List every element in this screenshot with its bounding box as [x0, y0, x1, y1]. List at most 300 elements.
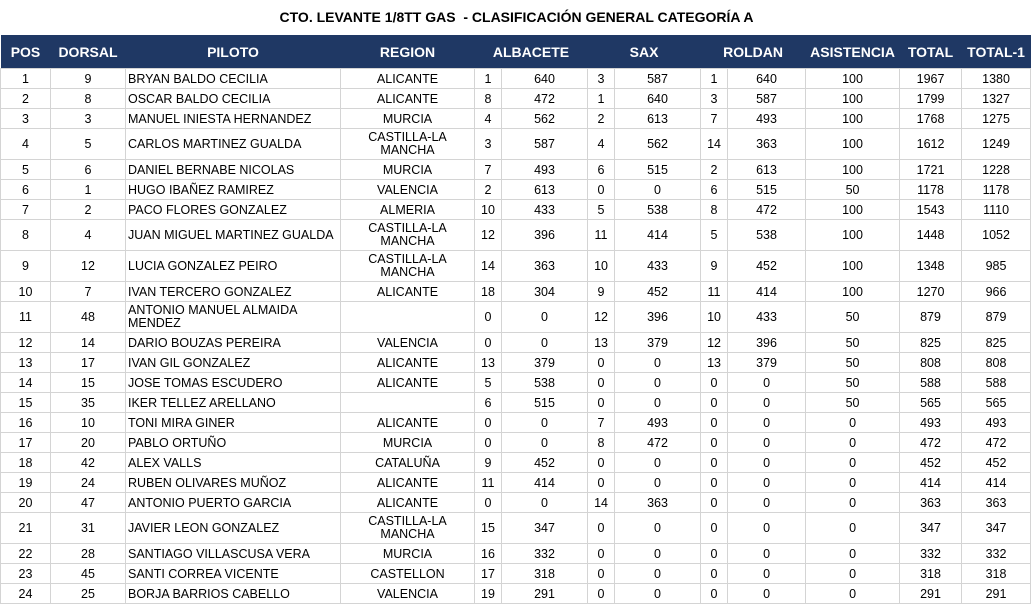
cell-asistencia: 100	[806, 282, 900, 302]
cell-asistencia: 100	[806, 89, 900, 109]
cell-asistencia: 0	[806, 473, 900, 493]
cell-sax-pos: 12	[588, 302, 615, 333]
cell-sax-pts: 363	[615, 493, 701, 513]
cell-total-1: 565	[962, 393, 1031, 413]
cell-region: CATALUÑA	[341, 453, 475, 473]
cell-total-1: 966	[962, 282, 1031, 302]
cell-piloto: SANTIAGO VILLASCUSA VERA	[126, 544, 341, 564]
cell-albacete-pos: 3	[475, 129, 502, 160]
cell-dorsal: 1	[51, 180, 126, 200]
cell-pos: 18	[1, 453, 51, 473]
cell-sax-pos: 0	[588, 513, 615, 544]
cell-roldan-pts: 493	[728, 109, 806, 129]
cell-pos: 22	[1, 544, 51, 564]
cell-total-1: 472	[962, 433, 1031, 453]
cell-roldan-pos: 0	[701, 584, 728, 604]
cell-albacete-pos: 0	[475, 413, 502, 433]
cell-roldan-pos: 0	[701, 373, 728, 393]
cell-piloto: DANIEL BERNABE NICOLAS	[126, 160, 341, 180]
table-row	[1, 473, 1031, 493]
cell-region: ALICANTE	[341, 89, 475, 109]
cell-roldan-pts: 538	[728, 220, 806, 251]
cell-sax-pts: 0	[615, 180, 701, 200]
cell-sax-pts: 613	[615, 109, 701, 129]
cell-piloto: IKER TELLEZ ARELLANO	[126, 393, 341, 413]
table-row	[1, 109, 1031, 129]
cell-roldan-pts: 452	[728, 251, 806, 282]
cell-region: CASTELLON	[341, 564, 475, 584]
cell-roldan-pts: 396	[728, 333, 806, 353]
cell-albacete-pts: 433	[502, 200, 588, 220]
cell-albacete-pos: 11	[475, 473, 502, 493]
cell-total-1: 1178	[962, 180, 1031, 200]
cell-piloto: TONI MIRA GINER	[126, 413, 341, 433]
table-row	[1, 513, 1031, 544]
cell-albacete-pts: 379	[502, 353, 588, 373]
cell-sax-pos: 0	[588, 564, 615, 584]
cell-total-1: 1327	[962, 89, 1031, 109]
cell-asistencia: 100	[806, 251, 900, 282]
cell-sax-pts: 538	[615, 200, 701, 220]
cell-sax-pos: 0	[588, 353, 615, 373]
cell-sax-pos: 5	[588, 200, 615, 220]
cell-total-1: 363	[962, 493, 1031, 513]
cell-region: ALICANTE	[341, 69, 475, 89]
cell-roldan-pos: 0	[701, 493, 728, 513]
cell-albacete-pos: 0	[475, 333, 502, 353]
cell-dorsal: 3	[51, 109, 126, 129]
cell-roldan-pos: 8	[701, 200, 728, 220]
cell-albacete-pts: 587	[502, 129, 588, 160]
cell-roldan-pos: 0	[701, 513, 728, 544]
cell-pos: 3	[1, 109, 51, 129]
cell-total-1: 452	[962, 453, 1031, 473]
cell-albacete-pts: 291	[502, 584, 588, 604]
cell-sax-pos: 6	[588, 160, 615, 180]
cell-pos: 5	[1, 160, 51, 180]
cell-sax-pos: 7	[588, 413, 615, 433]
cell-albacete-pts: 452	[502, 453, 588, 473]
cell-sax-pos: 11	[588, 220, 615, 251]
cell-roldan-pos: 14	[701, 129, 728, 160]
cell-region	[341, 302, 475, 333]
cell-dorsal: 12	[51, 251, 126, 282]
cell-region: MURCIA	[341, 544, 475, 564]
cell-region: ALICANTE	[341, 373, 475, 393]
cell-albacete-pts: 304	[502, 282, 588, 302]
cell-roldan-pts: 0	[728, 513, 806, 544]
cell-total-1: 1275	[962, 109, 1031, 129]
cell-piloto: RUBEN OLIVARES MUÑOZ	[126, 473, 341, 493]
cell-piloto: ANTONIO MANUEL ALMAIDA MENDEZ	[126, 302, 341, 333]
cell-sax-pts: 472	[615, 433, 701, 453]
cell-total-1: 588	[962, 373, 1031, 393]
cell-roldan-pts: 0	[728, 544, 806, 564]
cell-piloto: PACO FLORES GONZALEZ	[126, 200, 341, 220]
cell-total-1: 1249	[962, 129, 1031, 160]
cell-dorsal: 4	[51, 220, 126, 251]
cell-piloto: IVAN GIL GONZALEZ	[126, 353, 341, 373]
cell-piloto: ANTONIO PUERTO GARCIA	[126, 493, 341, 513]
cell-albacete-pos: 7	[475, 160, 502, 180]
cell-albacete-pts: 472	[502, 89, 588, 109]
cell-total: 472	[900, 433, 962, 453]
cell-asistencia: 50	[806, 373, 900, 393]
cell-roldan-pts: 0	[728, 433, 806, 453]
cell-dorsal: 10	[51, 413, 126, 433]
cell-roldan-pts: 0	[728, 373, 806, 393]
table-row	[1, 180, 1031, 200]
cell-dorsal: 25	[51, 584, 126, 604]
cell-total-1: 291	[962, 584, 1031, 604]
cell-sax-pos: 1	[588, 89, 615, 109]
cell-region: ALICANTE	[341, 473, 475, 493]
cell-asistencia: 50	[806, 333, 900, 353]
cell-albacete-pos: 5	[475, 373, 502, 393]
cell-total-1: 347	[962, 513, 1031, 544]
cell-dorsal: 47	[51, 493, 126, 513]
cell-total: 1967	[900, 69, 962, 89]
cell-sax-pts: 0	[615, 473, 701, 493]
table-row	[1, 584, 1031, 604]
cell-albacete-pos: 14	[475, 251, 502, 282]
cell-region: CASTILLA-LA MANCHA	[341, 251, 475, 282]
cell-roldan-pos: 9	[701, 251, 728, 282]
cell-pos: 9	[1, 251, 51, 282]
cell-asistencia: 0	[806, 453, 900, 473]
cell-albacete-pos: 6	[475, 393, 502, 413]
cell-sax-pts: 562	[615, 129, 701, 160]
cell-roldan-pts: 515	[728, 180, 806, 200]
table-row	[1, 413, 1031, 433]
cell-total-1: 879	[962, 302, 1031, 333]
cell-sax-pts: 414	[615, 220, 701, 251]
cell-sax-pos: 0	[588, 373, 615, 393]
cell-asistencia: 100	[806, 200, 900, 220]
cell-piloto: DARIO BOUZAS PEREIRA	[126, 333, 341, 353]
cell-total: 565	[900, 393, 962, 413]
table-row	[1, 200, 1031, 220]
cell-dorsal: 15	[51, 373, 126, 393]
cell-asistencia: 0	[806, 433, 900, 453]
cell-albacete-pts: 0	[502, 493, 588, 513]
header-region: REGION	[341, 35, 475, 69]
cell-total: 588	[900, 373, 962, 393]
header-roldan: ROLDAN	[701, 35, 806, 69]
cell-roldan-pts: 0	[728, 493, 806, 513]
cell-total-1: 1110	[962, 200, 1031, 220]
cell-albacete-pos: 12	[475, 220, 502, 251]
cell-total: 1448	[900, 220, 962, 251]
cell-dorsal: 31	[51, 513, 126, 544]
cell-total: 291	[900, 584, 962, 604]
cell-region: VALENCIA	[341, 584, 475, 604]
cell-region: CASTILLA-LA MANCHA	[341, 129, 475, 160]
cell-sax-pos: 0	[588, 584, 615, 604]
cell-asistencia: 100	[806, 69, 900, 89]
cell-albacete-pos: 15	[475, 513, 502, 544]
table-row	[1, 302, 1031, 333]
cell-total: 808	[900, 353, 962, 373]
cell-dorsal: 7	[51, 282, 126, 302]
cell-sax-pos: 0	[588, 393, 615, 413]
cell-total: 825	[900, 333, 962, 353]
cell-region: ALMERIA	[341, 200, 475, 220]
cell-pos: 13	[1, 353, 51, 373]
cell-roldan-pts: 0	[728, 564, 806, 584]
cell-pos: 17	[1, 433, 51, 453]
cell-roldan-pos: 13	[701, 353, 728, 373]
cell-dorsal: 17	[51, 353, 126, 373]
cell-pos: 1	[1, 69, 51, 89]
table-row	[1, 393, 1031, 413]
cell-roldan-pts: 414	[728, 282, 806, 302]
page-title: CTO. LEVANTE 1/8TT GAS - CLASIFICACIÓN GENERAL CATEGORÍA A	[279, 9, 754, 25]
cell-roldan-pos: 12	[701, 333, 728, 353]
cell-total-1: 825	[962, 333, 1031, 353]
cell-region: CASTILLA-LA MANCHA	[341, 513, 475, 544]
cell-asistencia: 100	[806, 109, 900, 129]
cell-dorsal: 2	[51, 200, 126, 220]
header-total: TOTAL	[900, 35, 962, 69]
cell-sax-pts: 452	[615, 282, 701, 302]
cell-total: 1799	[900, 89, 962, 109]
cell-piloto: JAVIER LEON GONZALEZ	[126, 513, 341, 544]
cell-piloto: BRYAN BALDO CECILIA	[126, 69, 341, 89]
cell-roldan-pos: 0	[701, 473, 728, 493]
cell-asistencia: 50	[806, 180, 900, 200]
cell-albacete-pos: 8	[475, 89, 502, 109]
cell-roldan-pts: 363	[728, 129, 806, 160]
cell-sax-pts: 0	[615, 373, 701, 393]
cell-roldan-pos: 5	[701, 220, 728, 251]
cell-albacete-pos: 18	[475, 282, 502, 302]
cell-sax-pts: 379	[615, 333, 701, 353]
cell-sax-pts: 433	[615, 251, 701, 282]
cell-total-1: 985	[962, 251, 1031, 282]
cell-pos: 16	[1, 413, 51, 433]
cell-pos: 14	[1, 373, 51, 393]
cell-piloto: CARLOS MARTINEZ GUALDA	[126, 129, 341, 160]
cell-albacete-pts: 332	[502, 544, 588, 564]
cell-albacete-pts: 0	[502, 413, 588, 433]
cell-sax-pts: 0	[615, 584, 701, 604]
cell-pos: 7	[1, 200, 51, 220]
cell-dorsal: 28	[51, 544, 126, 564]
header-sax: SAX	[588, 35, 701, 69]
cell-region: ALICANTE	[341, 413, 475, 433]
cell-roldan-pos: 0	[701, 564, 728, 584]
cell-region: MURCIA	[341, 109, 475, 129]
cell-roldan-pos: 0	[701, 453, 728, 473]
cell-total: 1612	[900, 129, 962, 160]
cell-total: 1543	[900, 200, 962, 220]
cell-total-1: 808	[962, 353, 1031, 373]
cell-pos: 12	[1, 333, 51, 353]
cell-albacete-pos: 1	[475, 69, 502, 89]
cell-pos: 2	[1, 89, 51, 109]
cell-region: ALICANTE	[341, 282, 475, 302]
cell-roldan-pos: 11	[701, 282, 728, 302]
cell-dorsal: 5	[51, 129, 126, 160]
cell-albacete-pos: 4	[475, 109, 502, 129]
table-row	[1, 333, 1031, 353]
cell-asistencia: 50	[806, 302, 900, 333]
cell-total: 1348	[900, 251, 962, 282]
cell-total-1: 332	[962, 544, 1031, 564]
cell-roldan-pts: 472	[728, 200, 806, 220]
cell-region	[341, 393, 475, 413]
cell-total: 879	[900, 302, 962, 333]
cell-albacete-pos: 0	[475, 433, 502, 453]
standings-table	[0, 35, 1031, 604]
cell-dorsal: 9	[51, 69, 126, 89]
cell-pos: 19	[1, 473, 51, 493]
cell-total-1: 1228	[962, 160, 1031, 180]
cell-albacete-pos: 0	[475, 302, 502, 333]
cell-total-1: 1380	[962, 69, 1031, 89]
header-piloto: PILOTO	[126, 35, 341, 69]
cell-total: 493	[900, 413, 962, 433]
cell-region: MURCIA	[341, 433, 475, 453]
cell-roldan-pos: 3	[701, 89, 728, 109]
table-row	[1, 433, 1031, 453]
cell-roldan-pts: 640	[728, 69, 806, 89]
cell-piloto: LUCIA GONZALEZ PEIRO	[126, 251, 341, 282]
cell-dorsal: 42	[51, 453, 126, 473]
cell-sax-pts: 0	[615, 564, 701, 584]
cell-sax-pts: 0	[615, 544, 701, 564]
cell-roldan-pts: 0	[728, 473, 806, 493]
cell-albacete-pts: 347	[502, 513, 588, 544]
cell-piloto: JOSE TOMAS ESCUDERO	[126, 373, 341, 393]
cell-total: 414	[900, 473, 962, 493]
cell-pos: 15	[1, 393, 51, 413]
cell-albacete-pts: 414	[502, 473, 588, 493]
cell-albacete-pos: 16	[475, 544, 502, 564]
cell-asistencia: 0	[806, 584, 900, 604]
cell-roldan-pts: 613	[728, 160, 806, 180]
cell-asistencia: 0	[806, 544, 900, 564]
cell-sax-pos: 3	[588, 69, 615, 89]
cell-dorsal: 8	[51, 89, 126, 109]
cell-pos: 23	[1, 564, 51, 584]
cell-sax-pts: 493	[615, 413, 701, 433]
cell-albacete-pts: 0	[502, 433, 588, 453]
cell-dorsal: 45	[51, 564, 126, 584]
cell-dorsal: 20	[51, 433, 126, 453]
table-row	[1, 69, 1031, 89]
cell-total: 318	[900, 564, 962, 584]
header-asistencia: ASISTENCIA	[806, 35, 900, 69]
cell-piloto: OSCAR BALDO CECILIA	[126, 89, 341, 109]
cell-piloto: IVAN TERCERO GONZALEZ	[126, 282, 341, 302]
cell-sax-pts: 0	[615, 513, 701, 544]
cell-sax-pts: 640	[615, 89, 701, 109]
cell-albacete-pos: 0	[475, 493, 502, 513]
cell-sax-pts: 396	[615, 302, 701, 333]
cell-dorsal: 24	[51, 473, 126, 493]
cell-sax-pts: 587	[615, 69, 701, 89]
cell-asistencia: 100	[806, 220, 900, 251]
cell-asistencia: 100	[806, 160, 900, 180]
cell-albacete-pts: 0	[502, 333, 588, 353]
header-pos: POS	[1, 35, 51, 69]
cell-pos: 24	[1, 584, 51, 604]
cell-sax-pos: 13	[588, 333, 615, 353]
cell-roldan-pos: 7	[701, 109, 728, 129]
cell-roldan-pos: 0	[701, 393, 728, 413]
table-row	[1, 373, 1031, 393]
table-row	[1, 160, 1031, 180]
cell-roldan-pos: 6	[701, 180, 728, 200]
cell-sax-pos: 14	[588, 493, 615, 513]
header-dorsal: DORSAL	[51, 35, 126, 69]
cell-pos: 6	[1, 180, 51, 200]
cell-asistencia: 50	[806, 353, 900, 373]
cell-albacete-pts: 613	[502, 180, 588, 200]
cell-region: VALENCIA	[341, 180, 475, 200]
cell-sax-pos: 4	[588, 129, 615, 160]
cell-total-1: 1052	[962, 220, 1031, 251]
cell-albacete-pos: 2	[475, 180, 502, 200]
cell-dorsal: 14	[51, 333, 126, 353]
cell-piloto: PABLO ORTUÑO	[126, 433, 341, 453]
cell-piloto: HUGO IBAÑEZ RAMIREZ	[126, 180, 341, 200]
cell-albacete-pos: 10	[475, 200, 502, 220]
cell-sax-pts: 0	[615, 393, 701, 413]
cell-sax-pts: 0	[615, 353, 701, 373]
header-total-1: TOTAL-1	[962, 35, 1031, 69]
cell-total-1: 493	[962, 413, 1031, 433]
table-row	[1, 129, 1031, 160]
table-row	[1, 282, 1031, 302]
table-row	[1, 564, 1031, 584]
cell-total: 452	[900, 453, 962, 473]
table-row	[1, 89, 1031, 109]
cell-albacete-pos: 17	[475, 564, 502, 584]
cell-albacete-pos: 9	[475, 453, 502, 473]
cell-sax-pts: 515	[615, 160, 701, 180]
cell-sax-pos: 2	[588, 109, 615, 129]
cell-roldan-pos: 10	[701, 302, 728, 333]
cell-albacete-pts: 640	[502, 69, 588, 89]
cell-dorsal: 35	[51, 393, 126, 413]
cell-albacete-pts: 538	[502, 373, 588, 393]
cell-total: 1768	[900, 109, 962, 129]
cell-albacete-pts: 363	[502, 251, 588, 282]
cell-asistencia: 0	[806, 513, 900, 544]
cell-sax-pos: 0	[588, 453, 615, 473]
cell-roldan-pos: 2	[701, 160, 728, 180]
cell-albacete-pos: 13	[475, 353, 502, 373]
cell-total: 363	[900, 493, 962, 513]
cell-sax-pts: 0	[615, 453, 701, 473]
cell-sax-pos: 0	[588, 544, 615, 564]
cell-dorsal: 48	[51, 302, 126, 333]
cell-albacete-pts: 0	[502, 302, 588, 333]
cell-asistencia: 50	[806, 393, 900, 413]
cell-region: ALICANTE	[341, 493, 475, 513]
cell-region: MURCIA	[341, 160, 475, 180]
cell-total-1: 318	[962, 564, 1031, 584]
cell-roldan-pts: 0	[728, 413, 806, 433]
cell-albacete-pts: 396	[502, 220, 588, 251]
cell-roldan-pos: 0	[701, 433, 728, 453]
cell-albacete-pts: 318	[502, 564, 588, 584]
cell-pos: 8	[1, 220, 51, 251]
cell-total: 1721	[900, 160, 962, 180]
